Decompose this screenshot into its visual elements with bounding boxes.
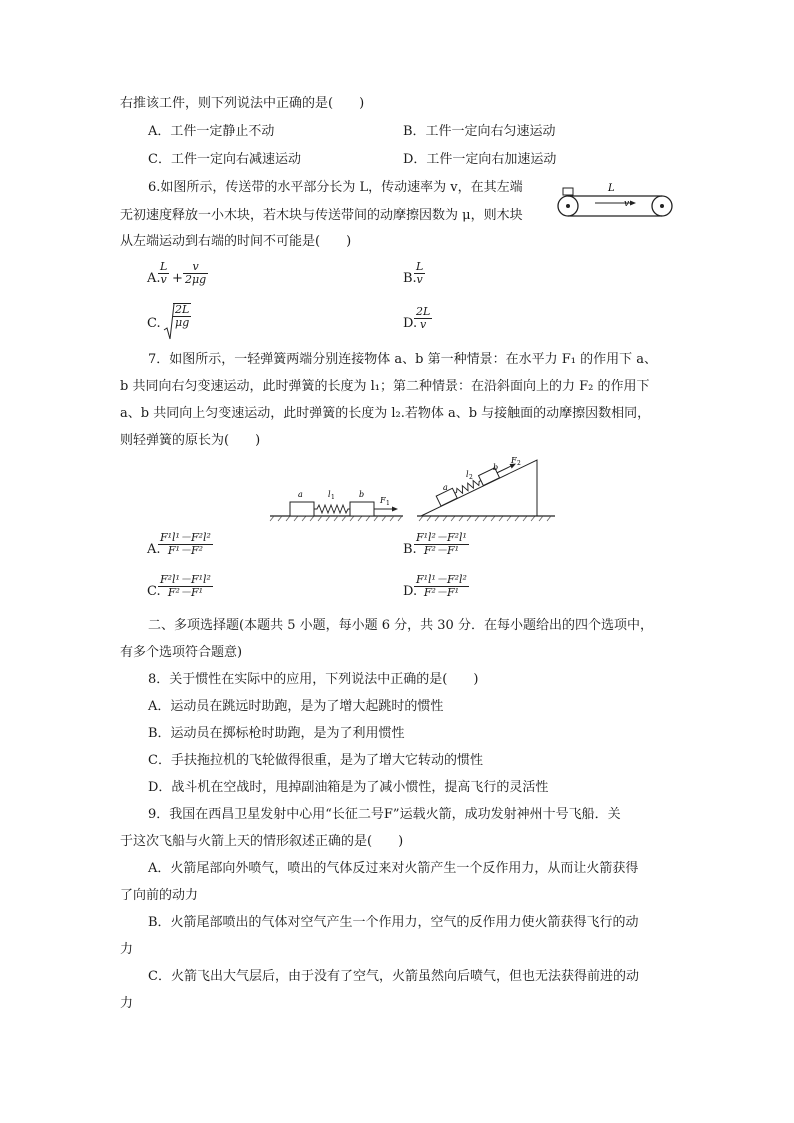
denominator: 2μg	[185, 273, 207, 286]
q9-option-b-line1: B．火箭尾部喷出的气体对空气产生一个作用力，空气的反作用力使火箭获得飞行的动	[148, 915, 639, 930]
q7-stem-line2: b 共同向右匀变速运动，此时弹簧的长度为 l₁；第二种情景：在沿斜面向上的力 F₂ 的作用下	[120, 379, 650, 394]
horizontal-spring-figure	[268, 480, 408, 526]
q8-option-b: B．运动员在掷标枪时助跑，是为了利用惯性	[148, 726, 405, 741]
numerator: 2L	[416, 305, 431, 318]
label-F-sub: 1	[386, 500, 390, 507]
q5-option-d: D．工件一定向右加速运动	[403, 152, 557, 167]
label-b: b	[359, 490, 365, 499]
q8-option-c: C．手扶拖拉机的飞轮做得很重，是为了增大它转动的惯性	[148, 753, 483, 768]
label-L: L	[608, 183, 615, 194]
block-a	[290, 502, 314, 516]
label-l: l	[328, 490, 331, 499]
q6-option-d-label: D.	[403, 316, 418, 331]
numerator: L	[160, 260, 168, 273]
q5-option-a: A．工件一定静止不动	[148, 124, 275, 139]
numerator: L	[416, 260, 424, 273]
q8-stem: 8．关于惯性在实际中的应用，下列说法中正确的是( )	[148, 672, 479, 687]
q7-option-b-label: B.	[403, 542, 417, 557]
q6-option-a-label: A.	[147, 271, 161, 286]
label-l-sub: 1	[331, 494, 335, 501]
q7-option-d-fraction	[414, 574, 469, 599]
q7-option-c-label: C.	[147, 584, 161, 599]
label-F-sub: 2	[517, 460, 521, 467]
q9-stem-line2: 于这次飞船与火箭上天的情形叙述正确的是( )	[120, 834, 404, 849]
q9-stem-line1: 9．我国在西昌卫星发射中心用“长征二号F”运载火箭，成功发射神州十号飞船．关	[148, 807, 621, 822]
spring	[314, 505, 350, 513]
label-a: a	[298, 490, 303, 499]
q7-option-b-fraction	[414, 532, 469, 557]
numerator: F²l¹－F¹l²	[160, 573, 211, 586]
q9-option-b-line2: 力	[120, 942, 134, 957]
block-b	[350, 502, 374, 516]
q6-option-c-fraction	[173, 303, 191, 329]
label-a: a	[443, 483, 448, 492]
incline	[421, 460, 537, 516]
denominator: F²－F¹	[167, 586, 204, 599]
numerator: F¹l¹－F²l²	[160, 531, 211, 544]
numerator: F¹l²－F²l¹	[416, 531, 467, 544]
q9-option-c-line1: C．火箭飞出大气层后，由于没有了空气，火箭虽然向后喷气，但也无法获得前进的动	[148, 969, 639, 984]
denominator: v	[416, 273, 423, 286]
q6-stem-line3: 从左端运动到右端的时间不可能是( )	[120, 234, 352, 249]
q7-option-a-fraction	[158, 532, 213, 557]
q5-option-c: C．工件一定向右减速运动	[148, 152, 301, 167]
q9-option-a-line1: A．火箭尾部向外喷气，喷出的气体反过来对火箭产生一个反作用力，从而让火箭获得	[148, 861, 639, 876]
label-F: F	[511, 456, 517, 465]
q5-stem-tail: 右推该工件，则下列说法中正确的是( )	[120, 96, 365, 111]
q7-stem-line1: 7．如图所示，一轻弹簧两端分别连接物体 a、b 第一种情景：在水平力 F₁ 的作用下 a、	[148, 352, 657, 367]
q6-option-b-label: B.	[403, 271, 417, 286]
denominator: F¹－F²	[167, 544, 204, 557]
q7-option-a-label: A.	[147, 542, 161, 557]
q6-stem-line2: 无初速度释放一小木块，若木块与传送带间的动摩擦因数为 μ，则木块	[120, 208, 523, 223]
q7-stem-line3: a、b 共同向上匀变速运动，此时弹簧的长度为 l₂.若物体 a、b 与接触面的动摩擦因数相同，	[120, 406, 651, 421]
label-v: v	[624, 199, 630, 209]
wood-block	[563, 188, 573, 195]
denominator: v	[420, 318, 427, 331]
numerator: F¹l¹－F²l²	[416, 573, 467, 586]
label-F: F	[380, 496, 386, 505]
denominator: μg	[175, 316, 190, 329]
q6-option-a-plus: +	[172, 271, 183, 286]
denominator: F²－F¹	[423, 544, 460, 557]
denominator: v	[160, 273, 167, 286]
q7-option-c-fraction	[158, 574, 213, 599]
label-b: b	[493, 463, 499, 472]
q6-option-a-fraction1	[158, 261, 169, 286]
numerator: 2L	[175, 303, 190, 316]
q8-option-a: A．运动员在跳远时助跑，是为了增大起跳时的惯性	[148, 699, 444, 714]
conveyor-belt-figure	[555, 180, 680, 222]
q6-option-d-fraction	[414, 306, 432, 331]
q6-option-a-fraction2	[183, 261, 208, 286]
section2-heading-line1: 二、多项选择题(本题共 5 小题，每小题 6 分，共 30 分．在每小题给出的四个选项中，	[148, 618, 653, 633]
q6-option-b-fraction	[414, 261, 425, 286]
q8-option-d: D．战斗机在空战时，甩掉副油箱是为了减小惯性，提高飞行的灵活性	[148, 780, 549, 795]
q5-option-b: B．工件一定向右匀速运动	[403, 124, 556, 139]
q7-option-d-label: D.	[403, 584, 418, 599]
q6-option-c-label: C.	[147, 316, 161, 331]
label-l-sub: 2	[469, 474, 473, 481]
q9-option-c-line2: 力	[120, 996, 134, 1011]
incline-spring-figure	[415, 450, 560, 526]
numerator: v	[183, 261, 208, 274]
label-l: l	[466, 470, 469, 479]
q9-option-a-line2: 了向前的动力	[120, 888, 199, 903]
section2-heading-line2: 有多个选项符合题意)	[120, 645, 243, 660]
denominator: F²－F¹	[423, 586, 460, 599]
q6-stem-line1: 6.如图所示，传送带的水平部分长为 L，传动速率为 v，在其左端	[148, 180, 523, 195]
q7-stem-line4: 则轻弹簧的原长为( )	[120, 433, 261, 448]
